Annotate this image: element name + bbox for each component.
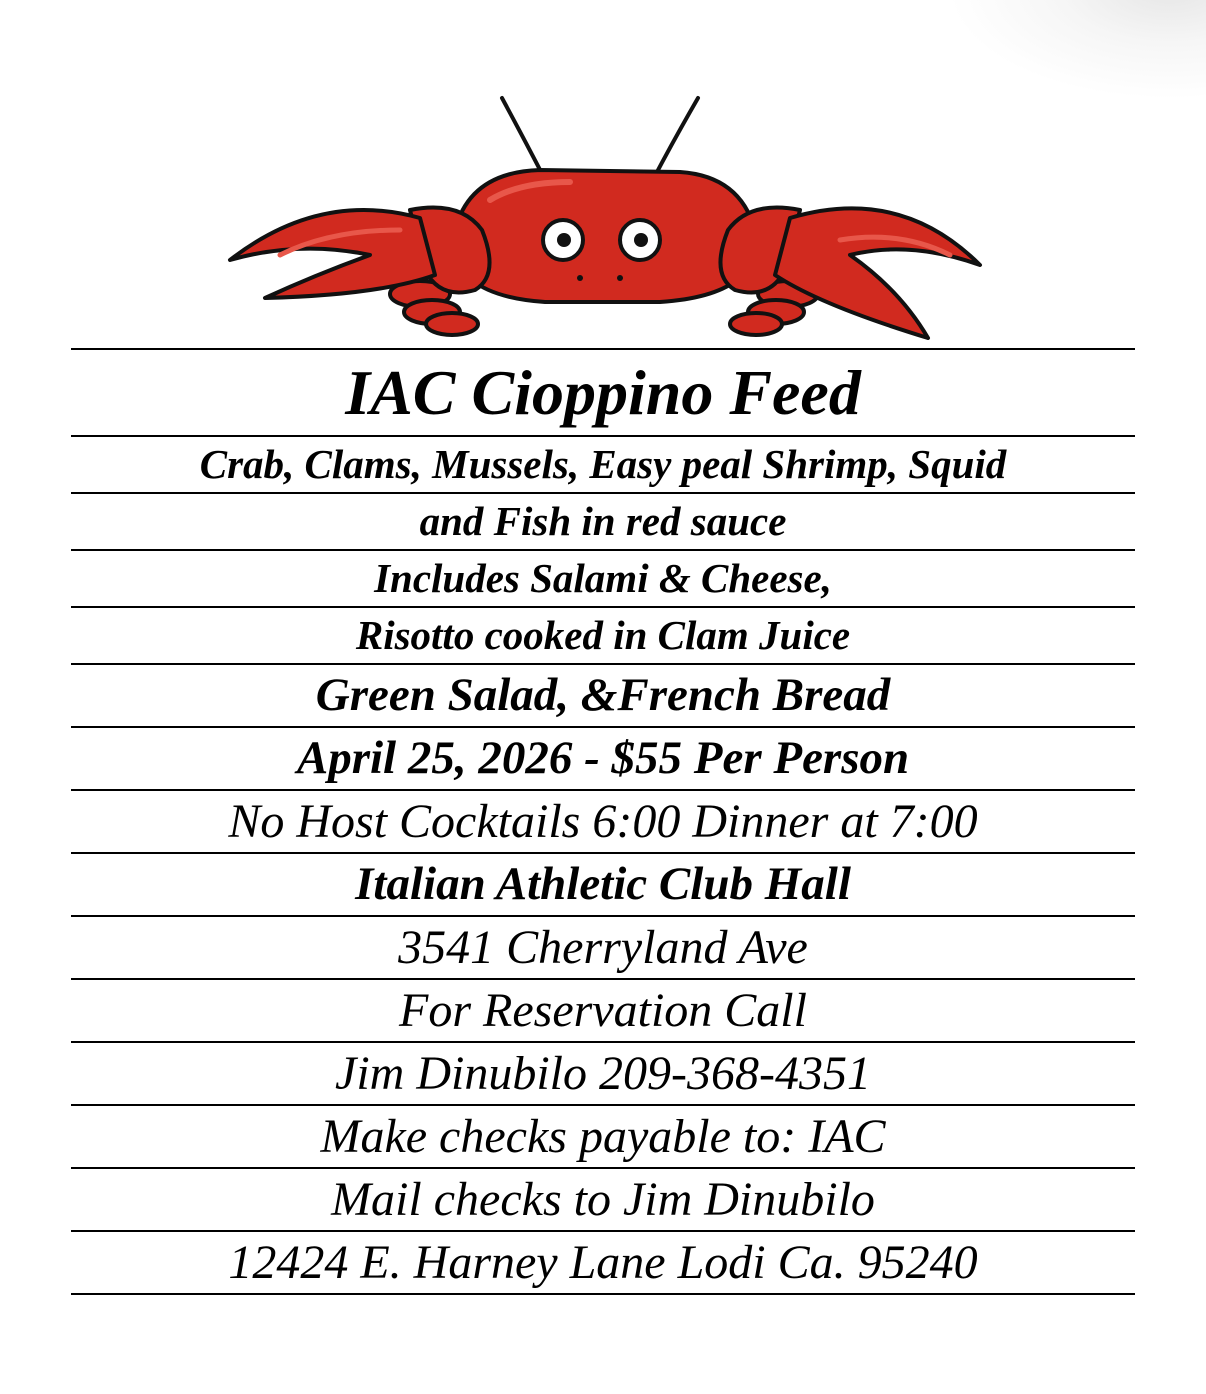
crab-icon (220, 90, 990, 345)
event-flyer (71, 348, 1135, 1295)
schedule: No Host Cocktails 6:00 Dinner at 7:00 (71, 791, 1135, 854)
menu-line-2: and Fish in red sauce (71, 494, 1135, 551)
corner-shadow (946, 0, 1206, 100)
venue-name: Italian Athletic Club Hall (71, 854, 1135, 917)
venue-address: 3541 Cherryland Ave (71, 917, 1135, 980)
mail-address: 12424 E. Harney Lane Lodi Ca. 95240 (71, 1232, 1135, 1295)
menu-line-1: Crab, Clams, Mussels, Easy peal Shrimp, Squid (71, 437, 1135, 494)
includes-line-3: Green Salad, &French Bread (71, 665, 1135, 728)
date-price: April 25, 2026 - $55 Per Person (71, 728, 1135, 791)
event-title: IAC Cioppino Feed (71, 350, 1135, 437)
includes-line-2: Risotto cooked in Clam Juice (71, 608, 1135, 665)
checks-payable: Make checks payable to: IAC (71, 1106, 1135, 1169)
reservation-label: For Reservation Call (71, 980, 1135, 1043)
reservation-contact: Jim Dinubilo 209-368-4351 (71, 1043, 1135, 1106)
includes-line-1: Includes Salami & Cheese, (71, 551, 1135, 608)
mail-checks: Mail checks to Jim Dinubilo (71, 1169, 1135, 1232)
